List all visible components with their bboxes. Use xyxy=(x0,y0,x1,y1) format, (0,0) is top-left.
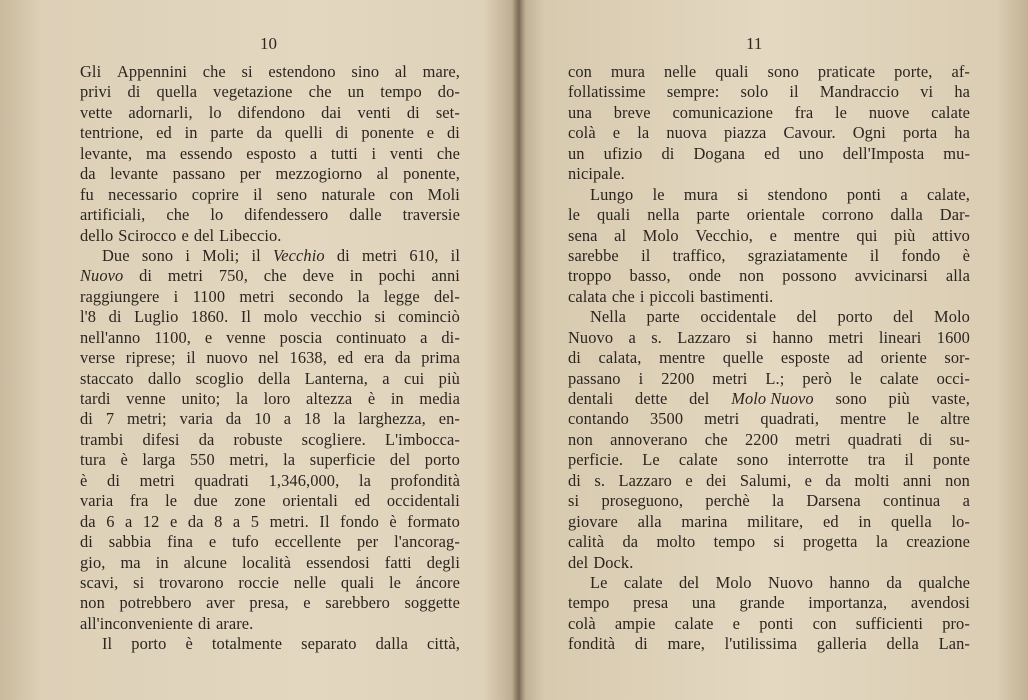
text-line: da levante passano per mezzogiorno al ponente, xyxy=(80,164,460,184)
text-line: tentrione, ed in parte da quelli di ponente e di xyxy=(80,123,460,143)
text-line: Gli Appennini che si estendono sino al mare, xyxy=(80,62,460,81)
text-line: all'inconveniente di arare. xyxy=(80,613,254,633)
text-line: fu necessario coprire il seno naturale con Moli xyxy=(80,184,460,204)
text-line: le quali nella parte orientale corrono dalla Dar- xyxy=(568,205,970,225)
text-line: varia fra le due zone orientali ed occidentali xyxy=(80,491,460,511)
right-page xyxy=(522,0,1028,700)
text-line: fondità di mare, l'utilissima galleria della Lan- xyxy=(568,634,970,654)
text-line: contando 3500 metri quadrati, mentre le altre xyxy=(568,409,970,429)
text-line: dello Scirocco e del Libeccio. xyxy=(80,225,282,245)
text-line: perficie. Le calate sono interrotte tra il ponte xyxy=(568,450,970,470)
text-line: calata che i piccoli bastimenti. xyxy=(568,286,774,306)
text-line: tempo presa una grande importanza, avendosi xyxy=(568,593,970,613)
text-line: colà e la nuova piazza Cavour. Ogni porta ha xyxy=(568,123,970,143)
text-line: Il porto è totalmente separato dalla città, xyxy=(102,634,460,654)
text-line: tardi venne unito; la loro altezza è in media xyxy=(80,389,460,408)
text-line: l'8 di Luglio 1860. Il molo vecchio si cominciò xyxy=(80,307,460,327)
text-line: passano i 2200 metri L.; però le calate occi- xyxy=(568,368,970,388)
text-line: dentali dette del Molo Nuovo sono più vaste, xyxy=(568,389,970,408)
text-line: una breve comunicazione fra le nuove calate xyxy=(568,102,970,122)
text-line: un ufizio di Dogana ed uno dell'Imposta mu- xyxy=(568,143,970,163)
text-line: da 6 a 12 e da 8 a 5 metri. Il fondo è formato xyxy=(80,511,460,531)
page-text xyxy=(80,62,460,655)
text-line: vette adornarli, lo difendono dai venti di set- xyxy=(80,102,460,122)
text-line: Lungo le mura si stendono ponti a calate, xyxy=(590,184,970,204)
text-line: trambi difesi da robuste scogliere. L'imbocca- xyxy=(80,429,460,449)
page-number: 11 xyxy=(746,34,763,53)
text-line: Le calate del Molo Nuovo hanno da qualche xyxy=(590,572,970,592)
text-line: sena al Molo Vecchio, e mentre qui più attivo xyxy=(568,225,970,245)
text-line: Nuovo a s. Lazzaro si hanno metri lineari 1600 xyxy=(568,327,970,347)
text-line: di s. Lazzaro e dei Salumi, e da molti anni non xyxy=(568,470,970,490)
text-line: Nuovo di metri 750, che deve in pochi anni xyxy=(80,266,460,286)
text-line: non potrebbero aver presa, e sarebbero soggette xyxy=(80,593,460,613)
text-line: non annoverano che 2200 metri quadrati di su- xyxy=(568,429,970,449)
text-line: calità da molto tempo si progetta la creazione xyxy=(568,532,970,552)
text-line: follatissime sempre: solo il Mandraccio vi ha xyxy=(568,82,970,102)
text-line: troppo basso, onde non possono avvicinarsi alla xyxy=(568,266,970,286)
text-line: con mura nelle quali sono praticate porte, af- xyxy=(568,62,970,81)
text-line: levante, ma essendo esposto a tutti i venti che xyxy=(80,143,460,163)
text-line: Nella parte occidentale del porto del Molo xyxy=(590,307,970,327)
text-line: artificiali, che lo difendessero dalle traversie xyxy=(80,205,460,225)
text-line: staccato dallo scoglio della Lanterna, a cui più xyxy=(80,368,460,388)
text-line: giovare alla marina militare, ed in quella lo- xyxy=(568,511,970,531)
text-line: tura è larga 550 metri, la superficie del porto xyxy=(80,450,460,470)
page-number: 10 xyxy=(260,34,277,53)
page-text xyxy=(568,62,970,655)
text-line: privi di quella vegetazione che un tempo do- xyxy=(80,82,460,102)
text-line: sarebbe il traffico, sgraziatamente il fondo è xyxy=(568,245,970,265)
text-line: del Dock. xyxy=(568,552,634,572)
text-line: di 7 metri; varia da 10 a 18 la larghezza, en- xyxy=(80,409,460,429)
text-line: Due sono i Moli; il Vecchio di metri 610, il xyxy=(102,245,460,265)
text-line: gio, ma in alcune località essendosi fatti degli xyxy=(80,552,460,572)
text-line: si proseguono, perchè la Darsena continua a xyxy=(568,491,970,511)
text-line: scavi, si trovarono roccie nelle quali le áncore xyxy=(80,572,460,592)
text-line: raggiungere i 1100 metri secondo la legge del- xyxy=(80,286,460,306)
text-line: colà ampie calate e ponti con sufficienti pro- xyxy=(568,613,970,633)
text-line: è di metri quadrati 1,346,000, la profondità xyxy=(80,470,460,490)
text-line: nell'anno 1100, e venne poscia continuato a di- xyxy=(80,327,460,347)
text-line: di calata, mentre quelle esposte ad oriente sor- xyxy=(568,348,970,368)
text-line: verse riprese; il nuovo nel 1638, ed era da prima xyxy=(80,348,460,368)
text-line: di sabbia fina e tufo eccellente per l'ancorag- xyxy=(80,532,460,552)
text-line: nicipale. xyxy=(568,164,625,184)
